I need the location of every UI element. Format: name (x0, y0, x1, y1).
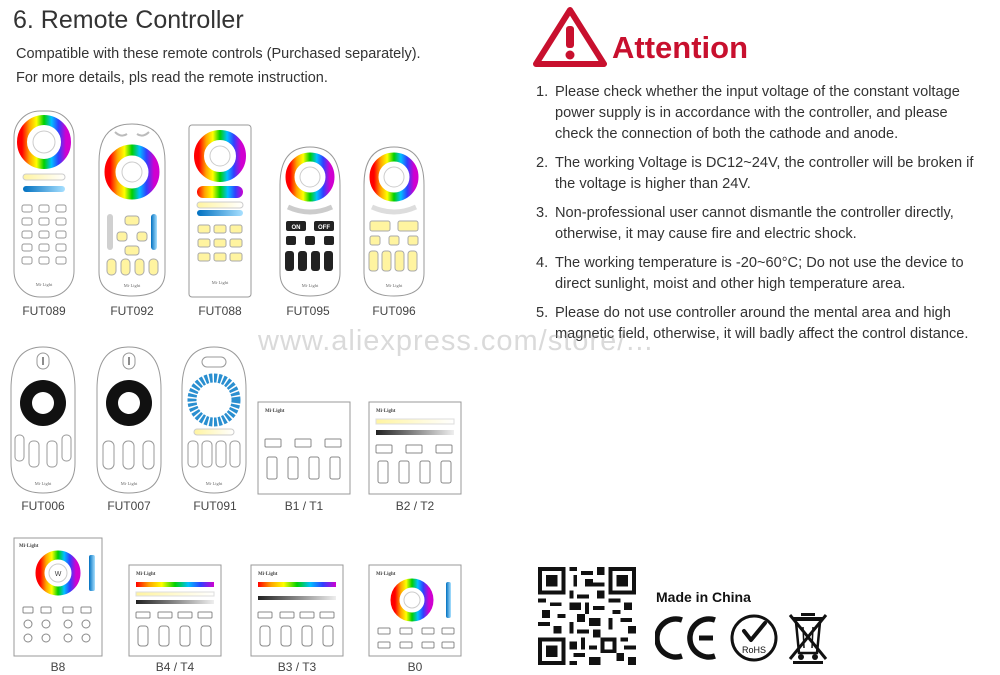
remote-fut091 (180, 345, 248, 495)
label-b0: B0 (407, 660, 423, 674)
panel-b2t2 (368, 401, 462, 495)
svg-text:Mi·Light: Mi·Light (376, 409, 396, 414)
svg-text:Mi·Light: Mi·Light (258, 572, 278, 577)
brand-text: Mi·Light (35, 282, 53, 287)
svg-text:Mi·Light: Mi·Light (34, 481, 52, 486)
label-b8: B8 (50, 660, 66, 674)
svg-text:Mi·Light: Mi·Light (265, 409, 285, 414)
attention-item: 4. The working temperature is -20~60°C; Do not use the device to direct sunlight, moist and other high temperature area. (536, 255, 964, 292)
panel-b8 (13, 537, 103, 657)
warning-icon (533, 6, 607, 68)
panel-b1t1 (257, 401, 351, 495)
attention-item: 1. Please check whether the input voltage of the constant voltage power supply is in accordance with the controller, and please check the connection of both the cathode and anode. (536, 84, 960, 142)
remote-fut089 (13, 110, 75, 298)
attention-item: 3. Non-professional user cannot dismantle the controller directly, otherwise, it may cause fire and electric shock. (536, 205, 954, 242)
svg-text:RoHS: RoHS (741, 645, 767, 655)
label-fut092: FUT092 (110, 304, 154, 318)
attention-item: 2. The working Voltage is DC12~24V, the controller will be broken if the voltage is higher than 24V. (536, 155, 974, 192)
remote-fut006 (9, 345, 77, 495)
svg-text:ON: ON (291, 225, 301, 231)
label-b3t3: B3 / T3 (277, 660, 317, 674)
label-b1t1: B1 / T1 (284, 499, 324, 513)
label-b4t4: B4 / T4 (155, 660, 195, 674)
details-line: For more details, pls read the remote instruction. (16, 70, 328, 86)
remote-fut092 (97, 122, 167, 298)
svg-text:Mi·Light: Mi·Light (19, 544, 39, 549)
svg-text:Mi·Light: Mi·Light (301, 283, 319, 288)
svg-text:Mi·Light: Mi·Light (385, 283, 403, 288)
attention-title: Attention (612, 30, 749, 65)
qr-code-icon (538, 567, 636, 665)
svg-text:Mi·Light: Mi·Light (123, 283, 141, 288)
panel-b4t4 (128, 564, 222, 657)
attention-list (536, 82, 986, 353)
svg-text:W: W (54, 571, 62, 578)
attention-item: 5. Please do not use controller around the mental area and high magnetic field, otherwise, it will badly affect the control distance. (536, 305, 969, 342)
panel-b0 (368, 564, 462, 657)
made-in-china-label: Made in China (656, 589, 751, 605)
label-fut091: FUT091 (193, 499, 237, 513)
svg-text:Mi·Light: Mi·Light (211, 280, 229, 285)
remote-fut007 (95, 345, 163, 495)
compat-line: Compatible with these remote controls (Purchased separately). (16, 46, 421, 62)
svg-text:Mi·Light: Mi·Light (205, 481, 223, 486)
svg-text:Mi·Light: Mi·Light (120, 481, 138, 486)
page-title: 6. Remote Controller (13, 6, 244, 34)
weee-bin-icon (787, 611, 831, 665)
label-fut095: FUT095 (286, 304, 330, 318)
svg-text:Mi·Light: Mi·Light (376, 572, 396, 577)
label-fut088: FUT088 (198, 304, 242, 318)
rohs-icon (729, 613, 779, 663)
label-fut006: FUT006 (21, 499, 65, 513)
remote-fut096 (362, 145, 426, 298)
panel-b3t3 (250, 564, 344, 657)
svg-text:Mi·Light: Mi·Light (136, 572, 156, 577)
remote-fut095 (278, 145, 342, 298)
label-fut096: FUT096 (372, 304, 416, 318)
store-watermark: www.aliexpress.com/store/... (258, 325, 654, 357)
label-fut089: FUT089 (22, 304, 66, 318)
remote-fut088 (188, 124, 252, 298)
ce-mark-icon (655, 614, 721, 662)
label-fut007: FUT007 (107, 499, 151, 513)
svg-text:OFF: OFF (318, 225, 330, 231)
label-b2t2: B2 / T2 (395, 499, 435, 513)
